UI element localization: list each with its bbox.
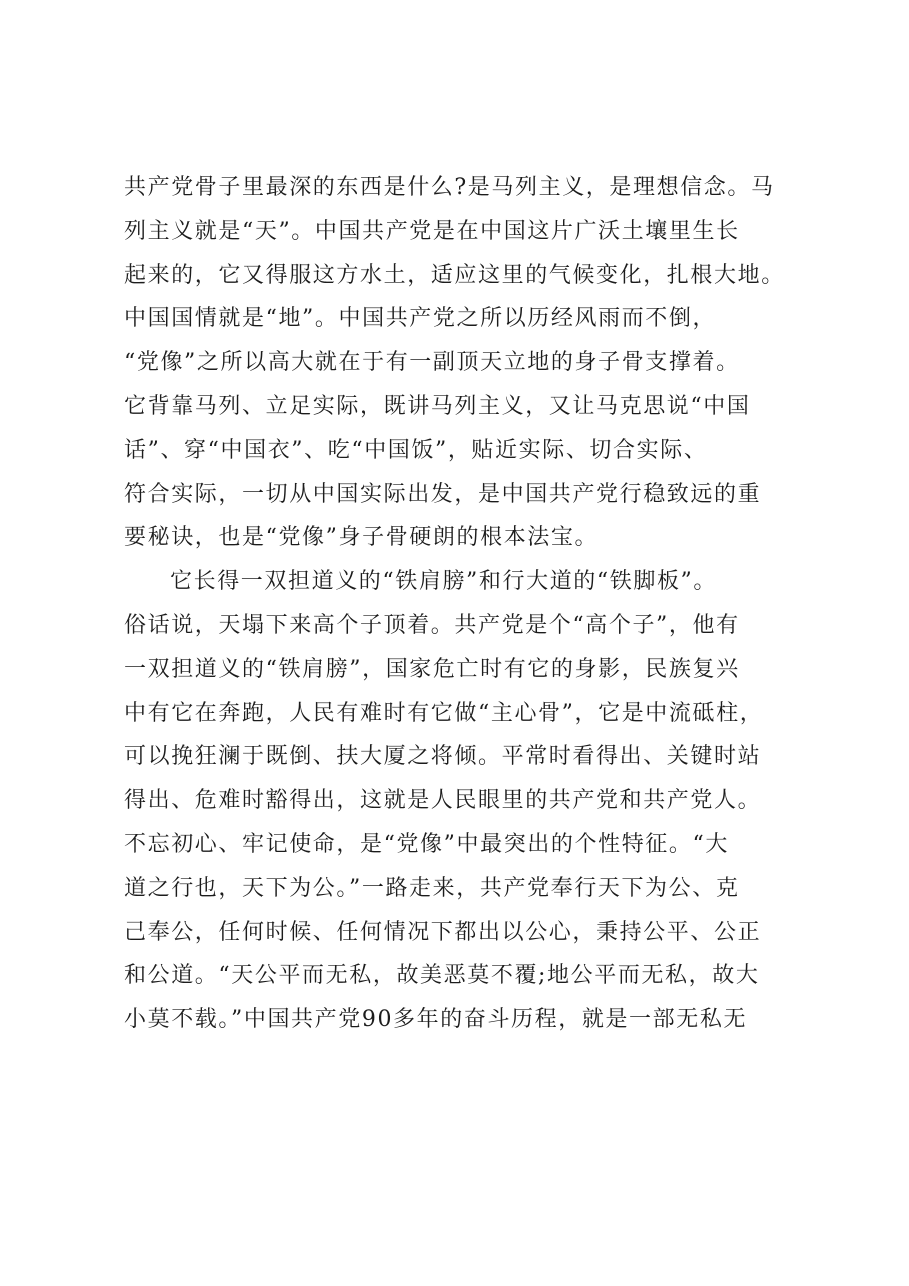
text-line: “党像”之所以高大就在于有一副顶天立地的身子骨支撑着。 xyxy=(124,350,740,376)
text-line: 己奉公，任何时候、任何情况下都出以公心，秉持公平、公正 xyxy=(124,919,762,945)
text-line: 小莫不载。”中国共产党90多年的奋斗历程，就是一部无私无 xyxy=(124,1007,748,1033)
text-line: 列主义就是“天”。中国共产党是在中国这片广沃土壤里生长 xyxy=(124,218,740,244)
text-line: 话”、穿“中国衣”、吃“中国饭”，贴近实际、切合实际、 xyxy=(124,437,708,463)
text-line: 起来的，它又得服这方水土，适应这里的气候变化，扎根大地。 xyxy=(124,262,785,288)
text-line: 符合实际，一切从中国实际出发，是中国共产党行稳致远的重 xyxy=(124,481,762,507)
text-line: 不忘初心、牢记使命，是“党像”中最突出的个性特征。“大 xyxy=(124,831,729,857)
text-line: 中国国情就是“地”。中国共产党之所以历经风雨而不倒， xyxy=(124,306,717,332)
text-line: 中有它在奔跑，人民有难时有它做“主心骨”，它是中流砥柱， xyxy=(124,700,764,726)
text-line: 可以挽狂澜于既倒、扶大厦之将倾。平常时看得出、关键时站 xyxy=(124,744,762,770)
text-line: 和公道。“天公平而无私，故美恶莫不覆;地公平而无私，故大 xyxy=(124,963,760,989)
body-text xyxy=(124,166,824,1042)
text-line: 道之行也，天下为公。”一路走来，共产党奉行天下为公、克 xyxy=(124,875,740,901)
text-line: 俗话说，天塌下来高个子顶着。共产党是个“高个子”，他有 xyxy=(124,612,740,638)
text-line: 一双担道义的“铁肩膀”，国家危亡时有它的身影，民族复兴 xyxy=(124,656,740,682)
paragraph-first-line: 它长得一双担道义的“铁肩膀”和行大道的“铁脚板”。 xyxy=(170,569,717,595)
text-line: 共产党骨子里最深的东西是什么?是马列主义，是理想信念。马 xyxy=(124,175,775,200)
text-line: 得出、危难时豁得出，这就是人民眼里的共产党和共产党人。 xyxy=(124,788,762,814)
text-line: 要秘诀，也是“党像”身子骨硬朗的根本法宝。 xyxy=(124,525,599,551)
text-line: 它背靠马列、立足实际，既讲马列主义，又让马克思说“中国 xyxy=(124,393,751,419)
